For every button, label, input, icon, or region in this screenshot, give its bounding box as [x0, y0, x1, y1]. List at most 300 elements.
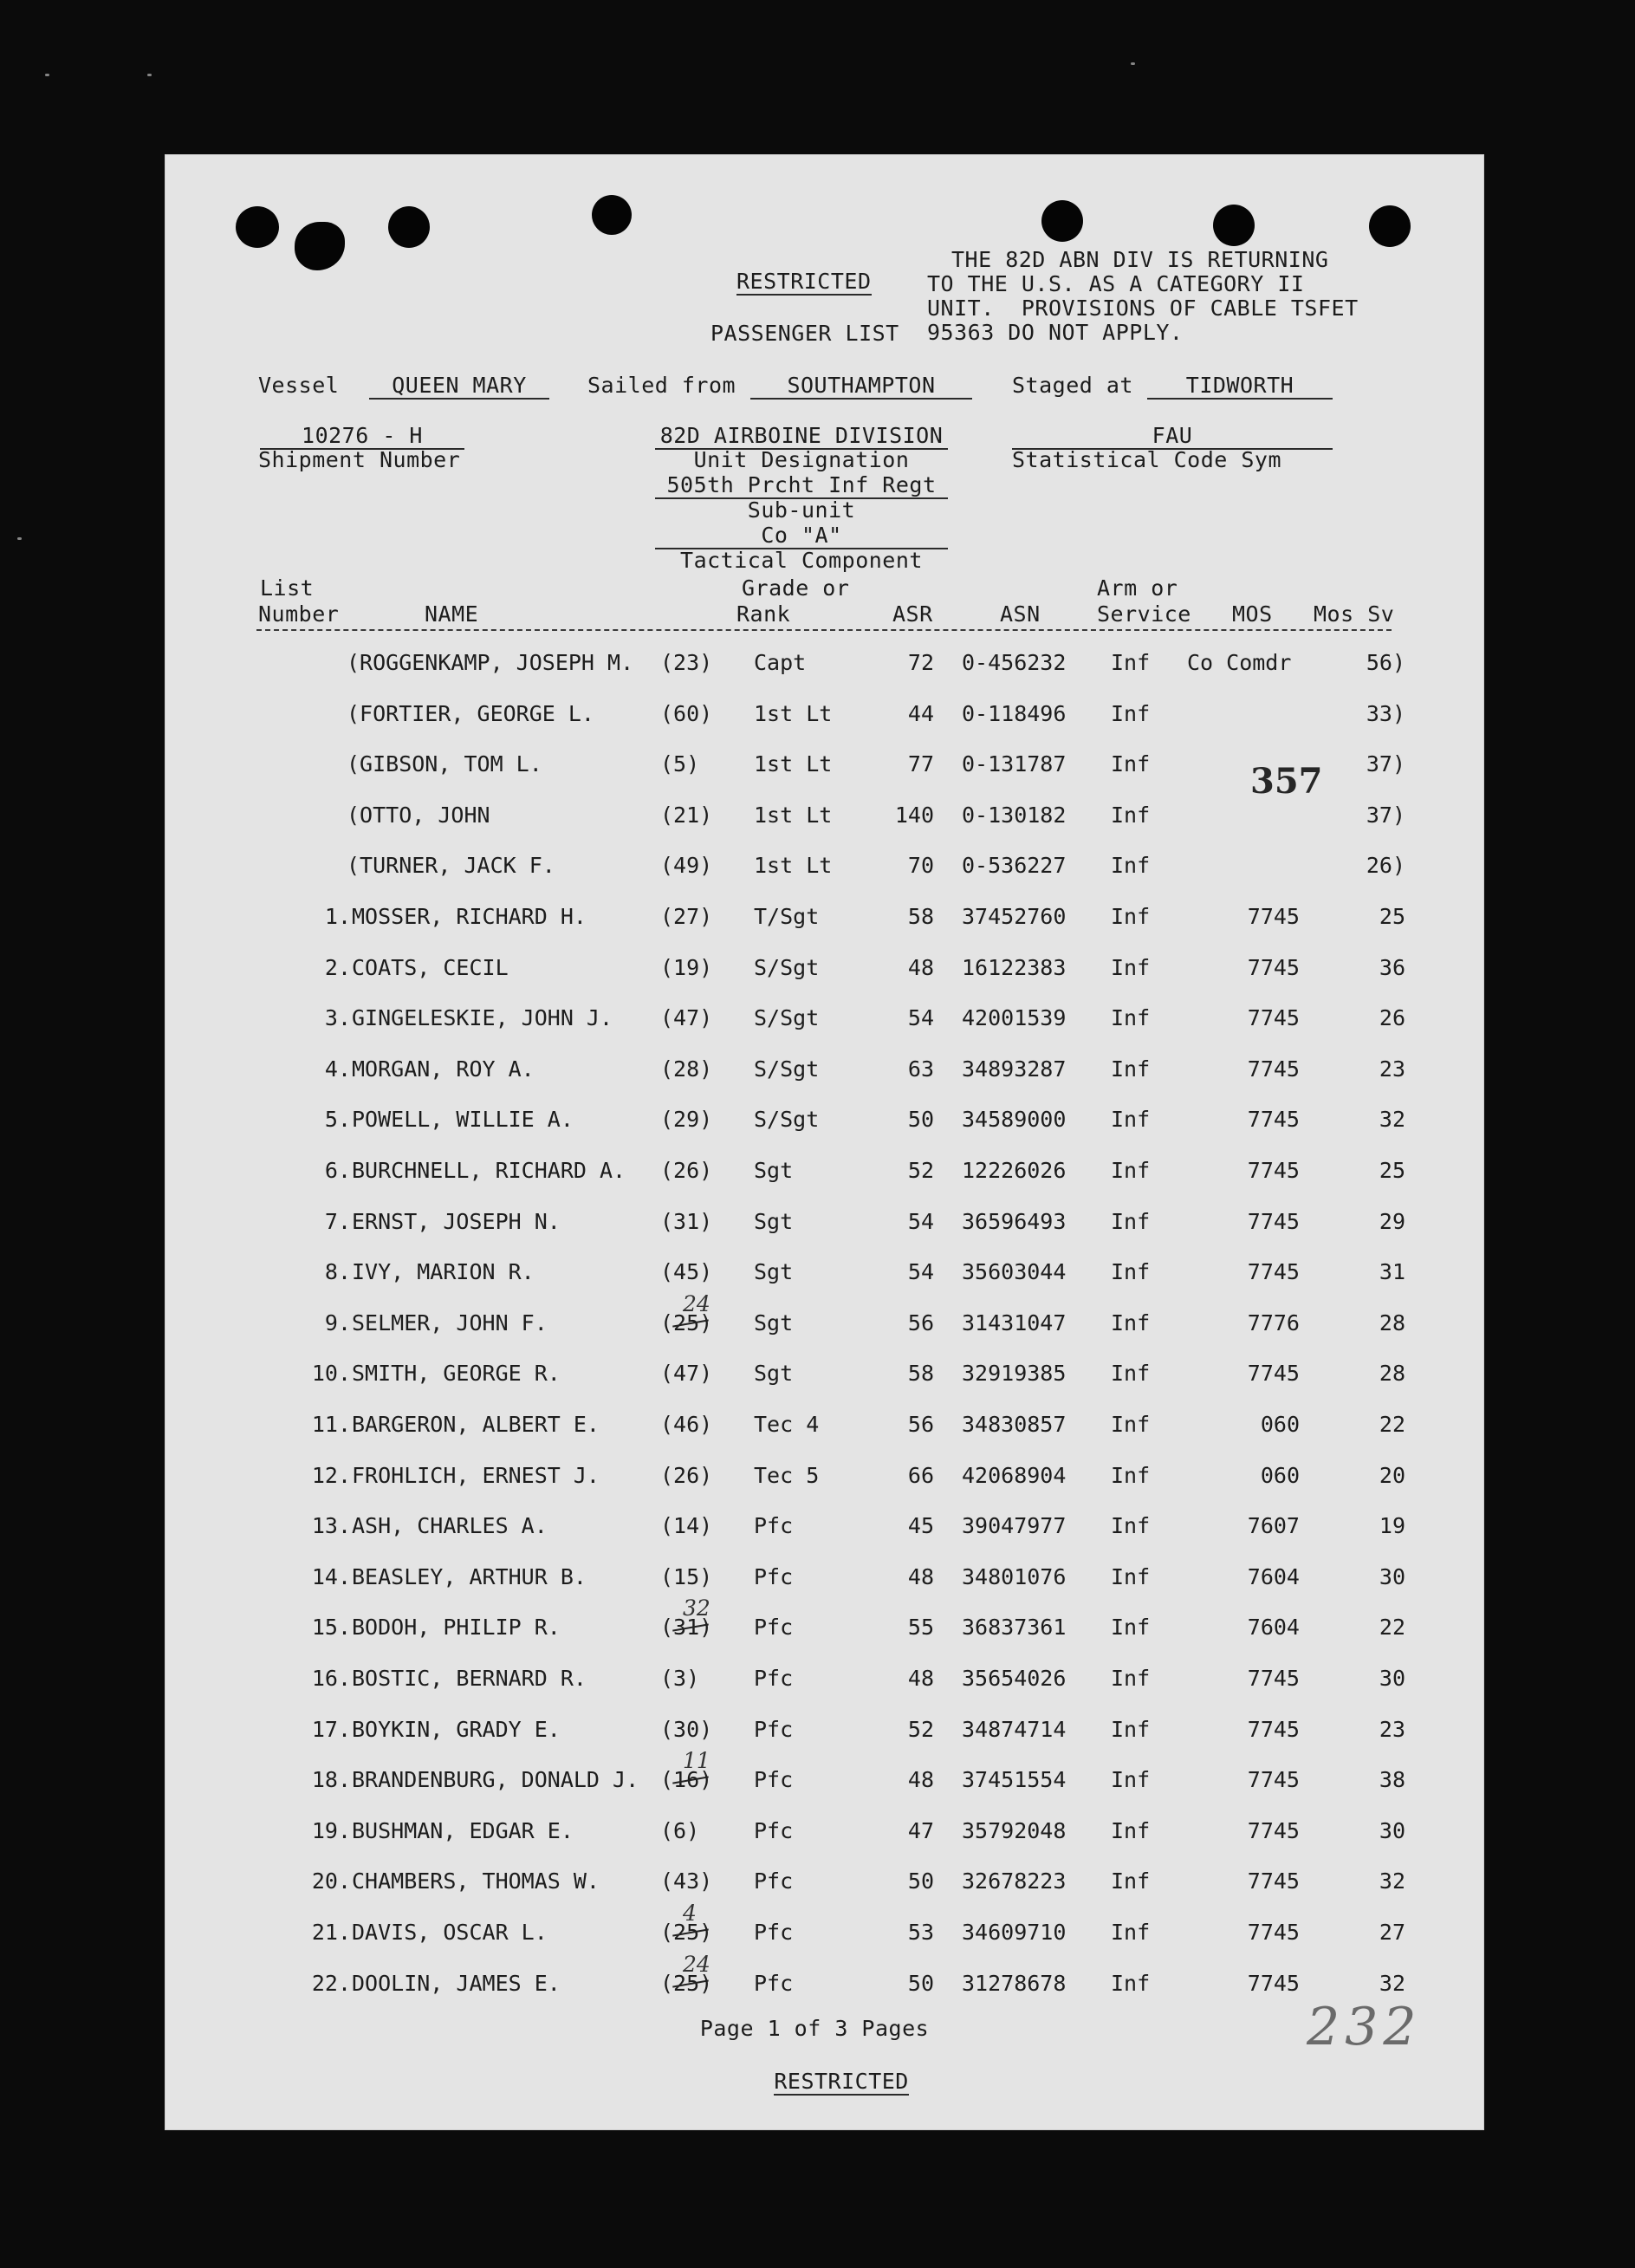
asr-cell: 44: [907, 700, 934, 726]
mos-sv-cell: 29: [1379, 1208, 1405, 1234]
mos-cell: 7745: [1247, 1868, 1300, 1894]
footer-restricted-text: RESTRICTED: [774, 2069, 909, 2094]
col-arm: Service: [1097, 601, 1191, 627]
table-row: [165, 1005, 1484, 1056]
asr-cell: 48: [907, 1767, 934, 1793]
mos-sv-cell: 25: [1379, 904, 1405, 929]
footer-restricted: [684, 2044, 944, 2119]
list-number: 11.: [311, 1412, 351, 1437]
asr-score-cell: (25): [660, 1970, 713, 1996]
arm-cell: Inf: [1111, 802, 1151, 828]
arm-cell: Inf: [1111, 1716, 1151, 1742]
mos-cell: 7745: [1247, 1817, 1300, 1843]
page-indicator: Page 1 of 3 Pages: [699, 2016, 930, 2041]
punch-hole: [236, 206, 279, 248]
mos-cell: 7776: [1247, 1309, 1300, 1335]
table-row: [165, 1666, 1484, 1716]
name-cell: SMITH, GEORGE R.: [352, 1361, 561, 1387]
mos-cell: 7745: [1247, 904, 1300, 929]
list-number: 19.: [311, 1817, 351, 1843]
col-grade: Grade or: [742, 575, 850, 601]
asn-cell: 34893287: [962, 1056, 1067, 1082]
scan-speck: [45, 74, 49, 76]
arm-cell: Inf: [1111, 1513, 1151, 1539]
tactical-component-value: Co "A": [655, 523, 948, 549]
arm-cell: Inf: [1111, 1107, 1151, 1133]
table-row: [165, 1564, 1484, 1615]
mos-sv-cell: 32: [1379, 1868, 1405, 1894]
punch-hole: [592, 195, 632, 235]
name-cell: BOSTIC, BERNARD R.: [352, 1666, 587, 1691]
list-number: 20.: [311, 1868, 351, 1894]
table-row: [165, 1748, 1484, 1817]
rank-cell: S/Sgt: [754, 1056, 820, 1082]
asr-score-cell: (15): [660, 1563, 713, 1589]
mos-cell: 7607: [1247, 1513, 1300, 1539]
notice-line: TO THE U.S. AS A CATEGORY II: [927, 271, 1305, 296]
list-number: 4.: [324, 1056, 351, 1082]
unit-designation-label: Unit Designation: [693, 447, 910, 472]
mos-cell: 7745: [1247, 1920, 1300, 1945]
list-number: 5.: [324, 1107, 351, 1133]
name-cell: (OTTO, JOHN: [347, 802, 490, 828]
handwritten-correction: 4: [683, 1901, 697, 1926]
asr-score-cell: (28): [660, 1056, 713, 1082]
asr-score-cell: (21): [660, 802, 713, 828]
asr-score-cell: (25): [660, 1309, 713, 1335]
mos-sv-cell: 36: [1379, 954, 1405, 980]
rank-cell: Sgt: [754, 1259, 794, 1285]
table-row: [165, 1107, 1484, 1157]
list-number: 2.: [324, 954, 351, 980]
list-number: 15.: [311, 1615, 351, 1641]
sailed-label: Sailed from: [587, 373, 736, 398]
asn-cell: 42068904: [962, 1462, 1067, 1488]
asr-score-cell: (6): [660, 1817, 700, 1843]
notice-line: UNIT. PROVISIONS OF CABLE TSFET: [927, 296, 1359, 321]
arm-cell: Inf: [1111, 853, 1151, 879]
col-list-number: Number: [258, 601, 340, 627]
name-cell: DOOLIN, JAMES E.: [352, 1970, 561, 1996]
arm-cell: Inf: [1111, 1615, 1151, 1641]
mos-cell: 7745: [1247, 954, 1300, 980]
staged-at-value: TIDWORTH: [1147, 373, 1333, 400]
rank-cell: Pfc: [754, 1563, 794, 1589]
mos-cell: 060: [1260, 1462, 1300, 1488]
asr-score-cell: (49): [660, 853, 713, 879]
arm-cell: Inf: [1111, 1005, 1151, 1031]
list-number: 1.: [324, 904, 351, 929]
mos-cell: Co Comdr: [1187, 650, 1292, 675]
mos-sv-cell: 32: [1379, 1107, 1405, 1133]
mos-sv-cell: 30: [1379, 1817, 1405, 1843]
col-mos: MOS: [1232, 601, 1273, 627]
asr-cell: 56: [907, 1309, 934, 1335]
name-cell: IVY, MARION R.: [352, 1259, 535, 1285]
name-cell: (ROGGENKAMP, JOSEPH M.: [347, 650, 634, 675]
asr-cell: 58: [907, 904, 934, 929]
restricted-heading: RESTRICTED: [736, 269, 872, 294]
sub-unit-value: 505th Prcht Inf Regt: [655, 472, 948, 499]
list-number: 10.: [311, 1361, 351, 1387]
asr-score-cell: (26): [660, 1158, 713, 1183]
table-row: [165, 904, 1484, 954]
name-cell: CHAMBERS, THOMAS W.: [352, 1868, 600, 1894]
asn-cell: 34609710: [962, 1920, 1067, 1945]
asr-score-cell: (25): [660, 1920, 713, 1945]
mos-sv-cell: 31: [1379, 1259, 1405, 1285]
name-cell: FROHLICH, ERNEST J.: [352, 1462, 600, 1488]
asr-cell: 54: [907, 1005, 934, 1031]
name-cell: ASH, CHARLES A.: [352, 1513, 548, 1539]
passenger-list-heading: PASSENGER LIST: [710, 321, 899, 346]
asr-cell: 55: [907, 1615, 934, 1641]
mos-sv-cell: 30: [1379, 1666, 1405, 1691]
name-cell: BRANDENBURG, DONALD J.: [352, 1767, 639, 1793]
arm-cell: Inf: [1111, 1767, 1151, 1793]
rank-cell: Pfc: [754, 1817, 794, 1843]
arm-cell: Inf: [1111, 751, 1151, 777]
rank-cell: S/Sgt: [754, 1107, 820, 1133]
mos-cell: 7604: [1247, 1563, 1300, 1589]
list-number: 6.: [324, 1158, 351, 1183]
vessel-value: QUEEN MARY: [369, 373, 549, 400]
arm-cell: Inf: [1111, 1563, 1151, 1589]
tactical-component-label: Tactical Component: [680, 548, 923, 573]
rank-cell: 1st Lt: [754, 700, 833, 726]
asr-cell: 53: [907, 1920, 934, 1945]
rank-cell: S/Sgt: [754, 1005, 820, 1031]
table-row: [165, 1951, 1484, 2021]
mos-cell: 7745: [1247, 1666, 1300, 1691]
arm-cell: Inf: [1111, 1868, 1151, 1894]
arm-cell: Inf: [1111, 1666, 1151, 1691]
asr-cell: 50: [907, 1868, 934, 1894]
scan-speck: [147, 74, 152, 76]
rank-cell: Sgt: [754, 1208, 794, 1234]
asr-cell: 140: [894, 802, 934, 828]
table-row: [165, 1717, 1484, 1767]
col-list-number: List: [260, 575, 315, 601]
name-cell: BUSHMAN, EDGAR E.: [352, 1817, 574, 1843]
asr-score-cell: (45): [660, 1259, 713, 1285]
asr-cell: 48: [907, 1563, 934, 1589]
asn-cell: 34589000: [962, 1107, 1067, 1133]
table-row: [165, 1901, 1484, 1970]
rank-cell: Pfc: [754, 1615, 794, 1641]
name-cell: MOSSER, RICHARD H.: [352, 904, 587, 929]
mos-sv-cell: 25: [1379, 1158, 1405, 1183]
mos-sv-cell: 19: [1379, 1513, 1405, 1539]
unit-designation-value: 82D AIRBOINE DIVISION: [655, 423, 948, 450]
punch-hole: [295, 222, 345, 270]
handwritten-stamp: 357: [1250, 761, 1323, 802]
mos-cell: 7745: [1247, 1005, 1300, 1031]
list-number: 18.: [311, 1767, 351, 1793]
name-cell: BOYKIN, GRADY E.: [352, 1716, 561, 1742]
rank-cell: Pfc: [754, 1716, 794, 1742]
col-asn: ASN: [1000, 601, 1041, 627]
table-row: [165, 1595, 1484, 1665]
asn-cell: 0-131787: [962, 751, 1067, 777]
asn-cell: 0-456232: [962, 650, 1067, 675]
handwritten-correction: 32: [683, 1595, 710, 1621]
asr-score-cell: (47): [660, 1361, 713, 1387]
asr-cell: 48: [907, 954, 934, 980]
asr-cell: 63: [907, 1056, 934, 1082]
mos-sv-cell: 30: [1379, 1563, 1405, 1589]
asr-score-cell: (43): [660, 1868, 713, 1894]
handwritten-correction: 11: [683, 1748, 710, 1774]
asr-cell: 54: [907, 1259, 934, 1285]
rank-cell: Sgt: [754, 1361, 794, 1387]
list-number: 22.: [311, 1970, 351, 1996]
asn-cell: 34874714: [962, 1716, 1067, 1742]
asn-cell: 35792048: [962, 1817, 1067, 1843]
mos-cell: 7745: [1247, 1259, 1300, 1285]
asr-cell: 47: [907, 1817, 934, 1843]
mos-sv-cell: 28: [1379, 1361, 1405, 1387]
rank-cell: Capt: [754, 650, 807, 675]
rank-cell: 1st Lt: [754, 802, 833, 828]
mos-cell: 7604: [1247, 1615, 1300, 1641]
asr-score-cell: (27): [660, 904, 713, 929]
table-row: [165, 1158, 1484, 1208]
pencil-page-number: 232: [1307, 1997, 1422, 2057]
asr-score-cell: (14): [660, 1513, 713, 1539]
asn-cell: 0-130182: [962, 802, 1067, 828]
rank-cell: T/Sgt: [754, 904, 820, 929]
scan-speck: [1131, 62, 1135, 65]
mos-sv-cell: 27: [1379, 1920, 1405, 1945]
mos-sv-cell: 56): [1366, 650, 1405, 675]
table-row: [165, 650, 1484, 700]
punch-hole: [1041, 200, 1083, 242]
arm-cell: Inf: [1111, 650, 1151, 675]
asn-cell: 35603044: [962, 1259, 1067, 1285]
asn-cell: 39047977: [962, 1513, 1067, 1539]
asr-cell: 70: [907, 853, 934, 879]
asn-cell: 34801076: [962, 1563, 1067, 1589]
asr-cell: 52: [907, 1158, 934, 1183]
asn-cell: 34830857: [962, 1412, 1067, 1437]
asr-cell: 58: [907, 1361, 934, 1387]
asr-score-cell: (19): [660, 954, 713, 980]
asn-cell: 36837361: [962, 1615, 1067, 1641]
shipment-number-label: Shipment Number: [258, 447, 461, 472]
mos-sv-cell: 23: [1379, 1056, 1405, 1082]
name-cell: POWELL, WILLIE A.: [352, 1107, 574, 1133]
asn-cell: 31278678: [962, 1970, 1067, 1996]
mos-cell: 7745: [1247, 1716, 1300, 1742]
column-headers: [165, 575, 1484, 645]
notice-block: [927, 248, 1359, 345]
statistical-code-label: Statistical Code Sym: [1012, 447, 1282, 472]
mos-sv-cell: 22: [1379, 1615, 1405, 1641]
mos-cell: 7745: [1247, 1056, 1300, 1082]
mos-sv-cell: 37): [1366, 802, 1405, 828]
col-mos-sv: Mos Sv: [1314, 601, 1395, 627]
col-asr: ASR: [892, 601, 933, 627]
asr-cell: 50: [907, 1970, 934, 1996]
arm-cell: Inf: [1111, 1462, 1151, 1488]
name-cell: BEASLEY, ARTHUR B.: [352, 1563, 587, 1589]
mos-sv-cell: 37): [1366, 751, 1405, 777]
arm-cell: Inf: [1111, 904, 1151, 929]
rank-cell: S/Sgt: [754, 954, 820, 980]
table-row: [165, 1818, 1484, 1868]
asr-score-cell: (3): [660, 1666, 700, 1691]
rank-cell: Pfc: [754, 1513, 794, 1539]
rank-cell: Tec 5: [754, 1462, 820, 1488]
mos-cell: 7745: [1247, 1107, 1300, 1133]
name-cell: (TURNER, JACK F.: [347, 853, 555, 879]
list-number: 16.: [311, 1666, 351, 1691]
arm-cell: Inf: [1111, 1817, 1151, 1843]
table-row: [165, 803, 1484, 853]
notice-line: 95363 DO NOT APPLY.: [927, 320, 1184, 345]
shipment-number-value: 10276 - H: [260, 423, 464, 450]
asr-score-cell: (30): [660, 1716, 713, 1742]
mos-sv-cell: 20: [1379, 1462, 1405, 1488]
asr-cell: 56: [907, 1412, 934, 1437]
asr-score-cell: (31): [660, 1615, 713, 1641]
asr-score-cell: (16): [660, 1767, 713, 1793]
mos-sv-cell: 28: [1379, 1309, 1405, 1335]
mos-sv-cell: 32: [1379, 1970, 1405, 1996]
asr-score-cell: (31): [660, 1208, 713, 1234]
arm-cell: Inf: [1111, 1970, 1151, 1996]
arm-cell: Inf: [1111, 1309, 1151, 1335]
asn-cell: 36596493: [962, 1208, 1067, 1234]
rank-cell: Pfc: [754, 1970, 794, 1996]
asn-cell: 42001539: [962, 1005, 1067, 1031]
staged-label: Staged at: [1012, 373, 1133, 398]
mos-cell: 060: [1260, 1412, 1300, 1437]
list-number: 7.: [324, 1208, 351, 1234]
rank-cell: Sgt: [754, 1309, 794, 1335]
asn-cell: 31431047: [962, 1309, 1067, 1335]
asr-cell: 72: [907, 650, 934, 675]
header-rule: [256, 629, 1392, 631]
asr-score-cell: (5): [660, 751, 700, 777]
sub-unit-label: Sub-unit: [747, 497, 856, 523]
col-arm: Arm or: [1097, 575, 1178, 601]
list-number: 21.: [311, 1920, 351, 1945]
punch-hole: [1369, 205, 1411, 247]
table-row: [165, 1290, 1484, 1361]
rank-cell: Pfc: [754, 1666, 794, 1691]
table-row: [165, 1868, 1484, 1919]
asn-cell: 37451554: [962, 1767, 1067, 1793]
sailed-from-value: SOUTHAMPTON: [750, 373, 972, 400]
asn-cell: 35654026: [962, 1666, 1067, 1691]
col-grade: Rank: [736, 601, 791, 627]
table-row: [165, 1412, 1484, 1462]
table-row: [165, 955, 1484, 1005]
mos-sv-cell: 23: [1379, 1716, 1405, 1742]
name-cell: COATS, CECIL: [352, 954, 509, 980]
rank-cell: 1st Lt: [754, 853, 833, 879]
asr-score-cell: (47): [660, 1005, 713, 1031]
list-number: 17.: [311, 1716, 351, 1742]
name-cell: ERNST, JOSEPH N.: [352, 1208, 561, 1234]
list-number: 12.: [311, 1462, 351, 1488]
asr-score-cell: (23): [660, 650, 713, 675]
asr-cell: 54: [907, 1208, 934, 1234]
mos-sv-cell: 22: [1379, 1412, 1405, 1437]
arm-cell: Inf: [1111, 1361, 1151, 1387]
arm-cell: Inf: [1111, 1412, 1151, 1437]
asn-cell: 0-118496: [962, 700, 1067, 726]
statistical-code-value: FAU: [1012, 423, 1333, 450]
asn-cell: 37452760: [962, 904, 1067, 929]
asn-cell: 12226026: [962, 1158, 1067, 1183]
rank-cell: Pfc: [754, 1767, 794, 1793]
asr-score-cell: (26): [660, 1462, 713, 1488]
arm-cell: Inf: [1111, 1920, 1151, 1945]
name-cell: DAVIS, OSCAR L.: [352, 1920, 548, 1945]
table-row: [165, 853, 1484, 903]
asn-cell: 16122383: [962, 954, 1067, 980]
list-number: 9.: [324, 1309, 351, 1335]
name-cell: GINGELESKIE, JOHN J.: [352, 1005, 613, 1031]
mos-cell: 7745: [1247, 1361, 1300, 1387]
table-row: [165, 1463, 1484, 1513]
name-cell: SELMER, JOHN F.: [352, 1309, 548, 1335]
table-row: [165, 701, 1484, 751]
handwritten-correction: 24: [683, 1290, 710, 1316]
mos-cell: 7745: [1247, 1767, 1300, 1793]
asr-score-cell: (29): [660, 1107, 713, 1133]
name-cell: BODOH, PHILIP R.: [352, 1615, 561, 1641]
table-row: [165, 1361, 1484, 1411]
arm-cell: Inf: [1111, 1208, 1151, 1234]
asr-cell: 52: [907, 1716, 934, 1742]
mos-cell: 7745: [1247, 1208, 1300, 1234]
name-cell: BARGERON, ALBERT E.: [352, 1412, 600, 1437]
table-row: [165, 1259, 1484, 1309]
mos-cell: 7745: [1247, 1158, 1300, 1183]
asn-cell: 32678223: [962, 1868, 1067, 1894]
handwritten-correction: 24: [683, 1951, 710, 1977]
mos-cell: 7745: [1247, 1970, 1300, 1996]
rank-cell: Tec 4: [754, 1412, 820, 1437]
asr-score-cell: (60): [660, 700, 713, 726]
asr-cell: 45: [907, 1513, 934, 1539]
list-number: 14.: [311, 1563, 351, 1589]
name-cell: MORGAN, ROY A.: [352, 1056, 535, 1082]
mos-sv-cell: 33): [1366, 700, 1405, 726]
name-cell: BURCHNELL, RICHARD A.: [352, 1158, 626, 1183]
name-cell: (FORTIER, GEORGE L.: [347, 700, 594, 726]
rank-cell: Pfc: [754, 1920, 794, 1945]
punch-hole: [388, 206, 430, 248]
rank-cell: 1st Lt: [754, 751, 833, 777]
asn-cell: 32919385: [962, 1361, 1067, 1387]
table-row: [165, 1209, 1484, 1259]
arm-cell: Inf: [1111, 1259, 1151, 1285]
mos-sv-cell: 38: [1379, 1767, 1405, 1793]
list-number: 3.: [324, 1005, 351, 1031]
document-page: [165, 154, 1484, 2130]
asr-cell: 48: [907, 1666, 934, 1691]
mos-sv-cell: 26: [1379, 1005, 1405, 1031]
table-row: [165, 1513, 1484, 1563]
asr-cell: 66: [907, 1462, 934, 1488]
name-cell: (GIBSON, TOM L.: [347, 751, 542, 777]
arm-cell: Inf: [1111, 1158, 1151, 1183]
